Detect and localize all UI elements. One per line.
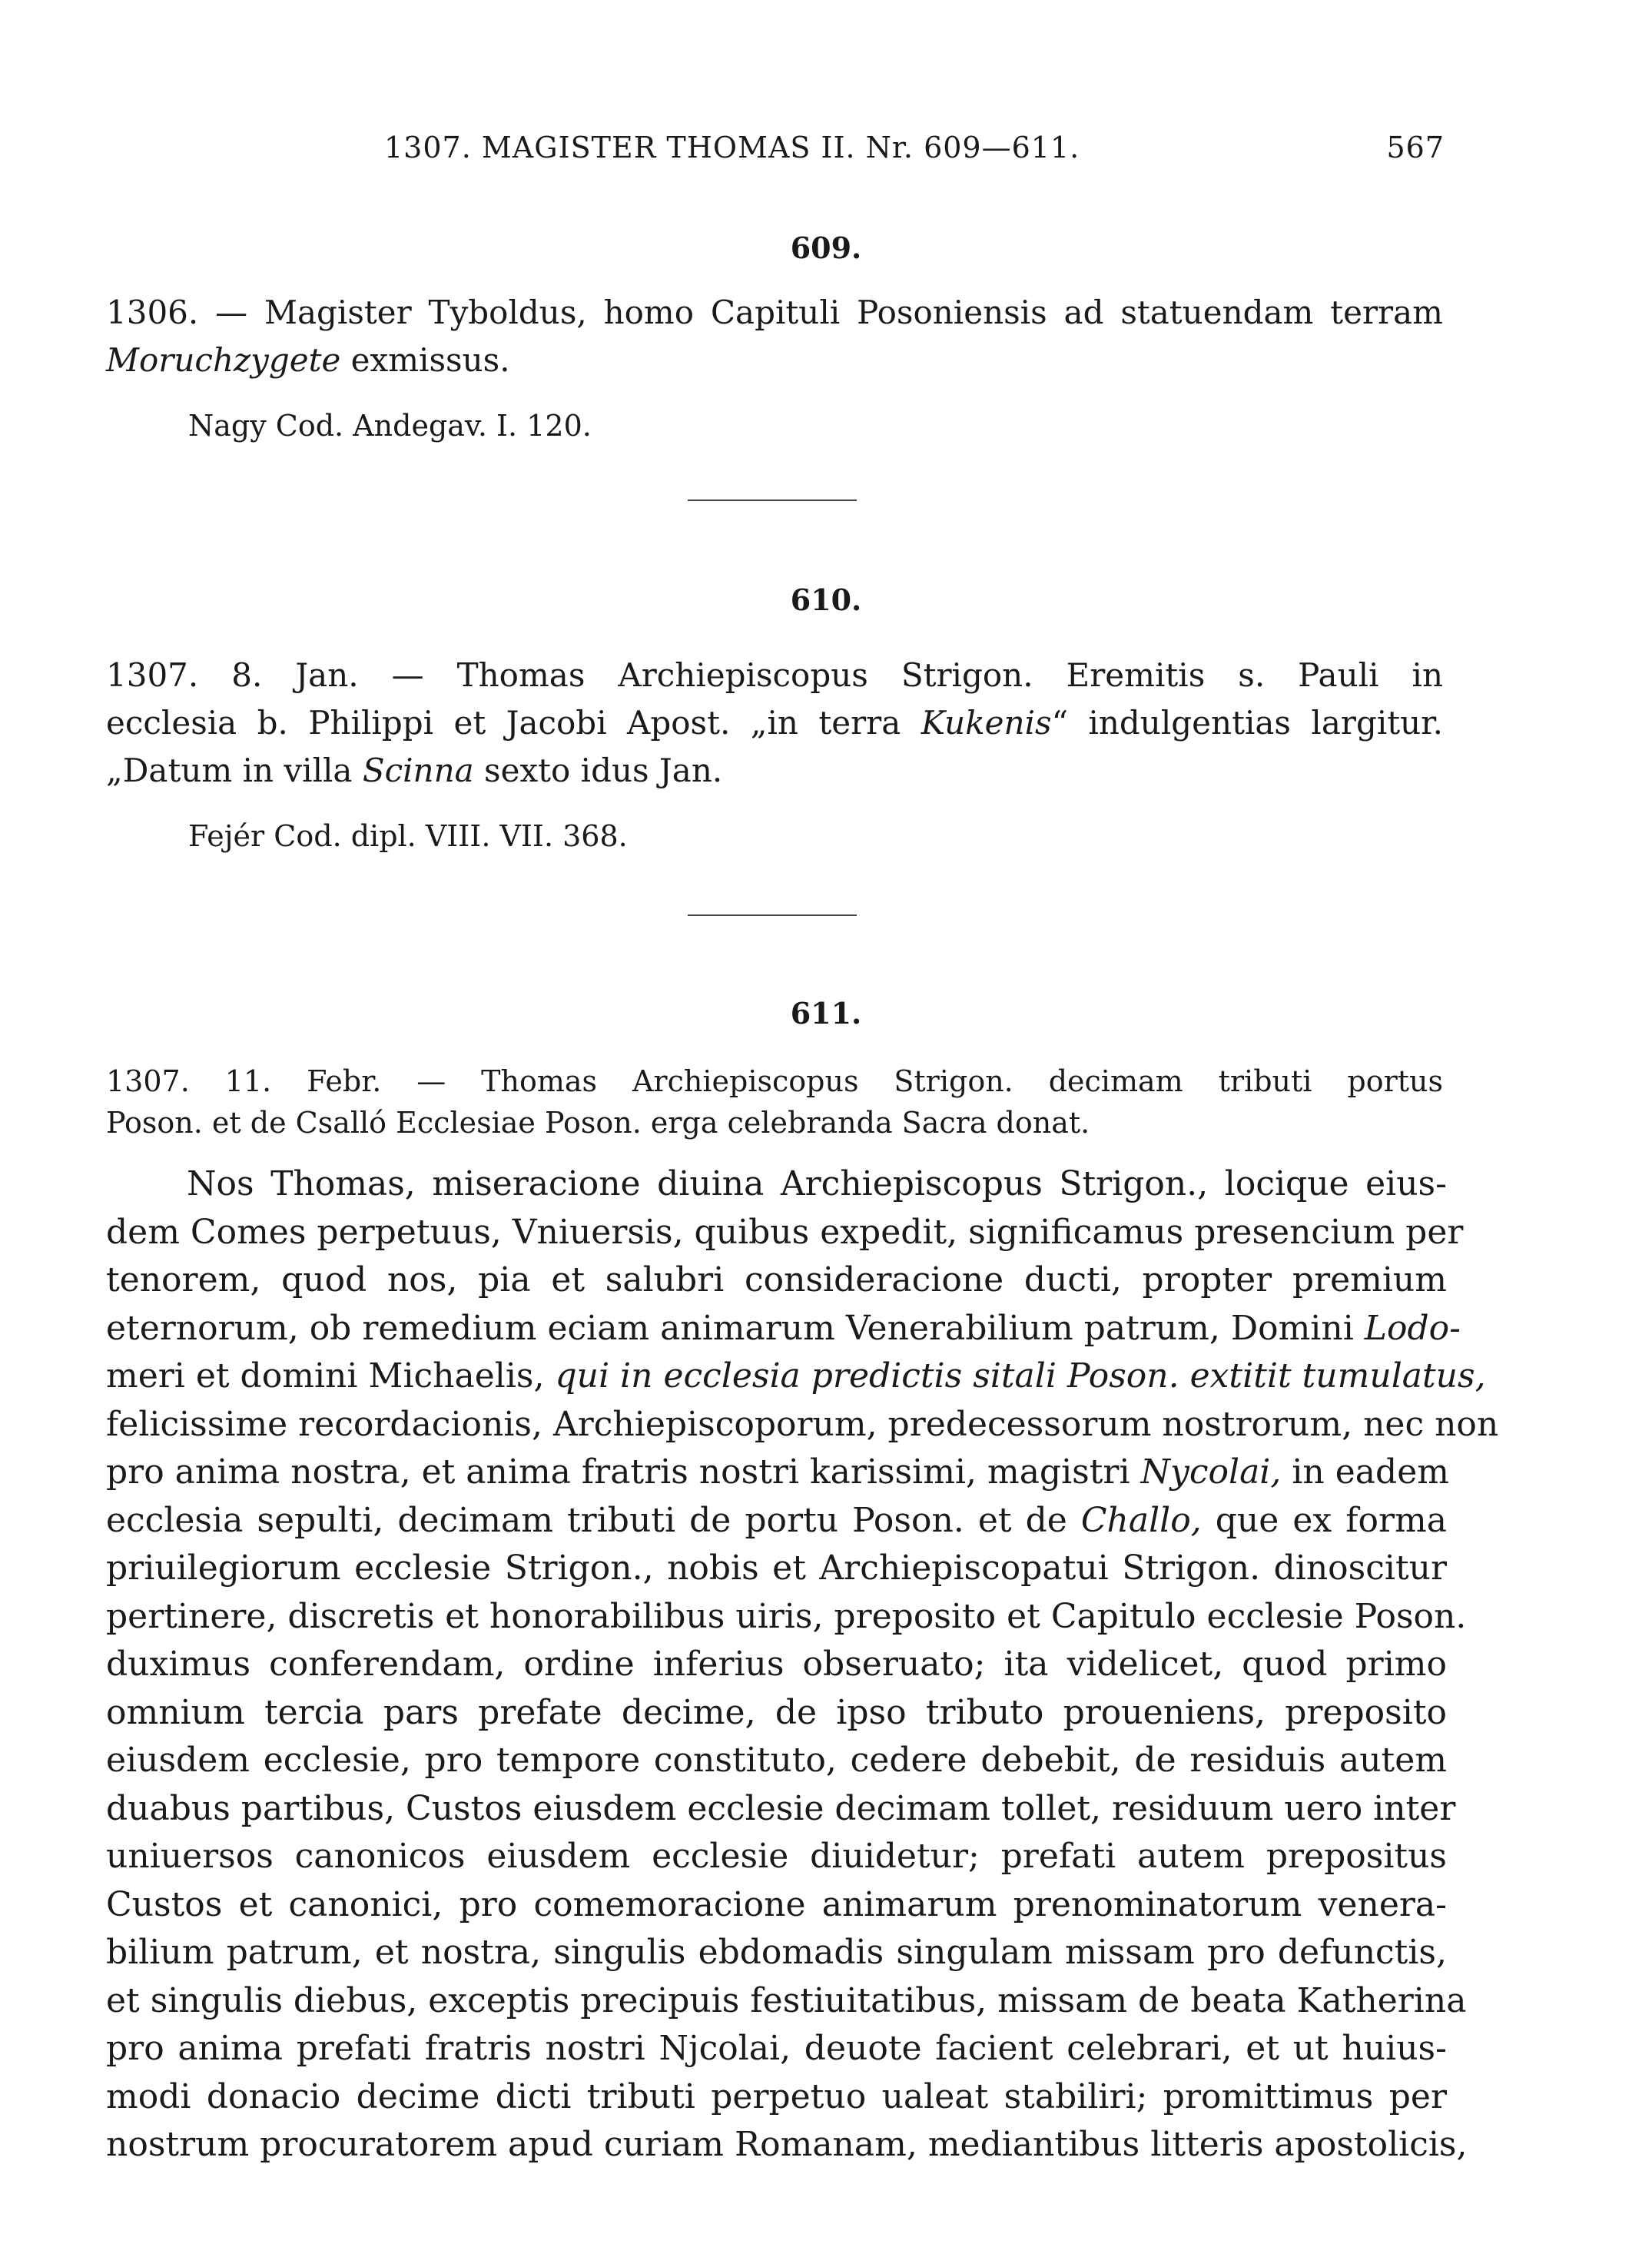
entry-609-regest (106, 289, 1443, 384)
charter-line: duximus conferendam, ordine inferius obseruato; ita videlicet, quod primo (106, 1645, 1447, 1684)
entry-611-regest-line2: Poson. et de Csalló Ecclesiae Poson. erga celebranda Sacra donat. (106, 1106, 1090, 1140)
entry-609-regest-place: Moruchzygete (106, 341, 341, 379)
charter-line: pro anima nostra, et anima fratris nostri karissimi, magistri Nycolai, in eadem (106, 1452, 1449, 1492)
charter-line: eiusdem ecclesie, pro tempore constituto, cedere debebit, de residuis autem (106, 1741, 1447, 1780)
charter-line: dem Comes perpetuus, Vniuersis, quibus expedit, significamus presencium per (106, 1212, 1464, 1252)
entry-610-line3-post: sexto idus Jan. (473, 752, 723, 789)
charter-line: et singulis diebus, exceptis precipuis festiuitatibus, missam de beata Katherina (106, 1980, 1467, 2020)
entry-610-line2-post: “ indulgentias largitur. (1051, 704, 1443, 742)
charter-line: nostrum procuratorem apud curiam Romanam, mediantibus litteris apostolicis, (106, 2125, 1468, 2164)
entry-610-line3-pre: „Datum in villa (106, 752, 363, 789)
section-divider (688, 914, 857, 916)
italic-name: Challo, (1080, 1500, 1202, 1540)
entry-610-regest-line1: 1307. 8. Jan. — Thomas Archiepiscopus Strigon. Eremitis s. Pauli in (106, 656, 1443, 694)
charter-line: Custos et canonici, pro comemoracione animarum prenominatorum venera- (106, 1884, 1447, 1924)
charter-line: Nos Thomas, miseracione diuina Archiepiscopus Strigon., locique eius- (187, 1164, 1447, 1203)
charter-line: priuilegiorum ecclesie Strigon., nobis et Archiepiscopatui Strigon. dinoscitur (106, 1548, 1447, 1588)
charter-line: ecclesia sepulti, decimam tributi de portu Poson. et de Challo, que ex forma (106, 1500, 1447, 1540)
page-number: 567 (1386, 131, 1445, 164)
running-head-title: 1307. MAGISTER THOMAS II. Nr. 609—611. (384, 131, 1080, 164)
charter-line: bilium patrum, et nostra, singulis ebdomadis singulam missam pro defunctis, (106, 1933, 1447, 1972)
charter-line: modi donacio decime dicti tributi perpetuo ualeat stabiliri; promittimus per (106, 2076, 1447, 2116)
entry-610-line2-pre: ecclesia b. Philippi et Jacobi Apost. „in terra (106, 704, 921, 742)
italic-name: qui in ecclesia predictis sitali Poson. extitit tumulatus, (555, 1356, 1486, 1396)
entry-611-regest-line1: 1307. 11. Febr. — Thomas Archiepiscopus Strigon. decimam tributi portus (106, 1064, 1443, 1098)
italic-name: Lodo- (1364, 1308, 1461, 1348)
entry-number-609: 609. (790, 231, 862, 265)
charter-line: uniuersos canonicos eiusdem ecclesie diuidetur; prefati autem prepositus (106, 1837, 1447, 1876)
entry-610-regest-line3 (106, 747, 1443, 795)
entry-610-regest (106, 652, 1443, 795)
entry-610-line2-place: Kukenis (921, 704, 1052, 742)
charter-text (106, 1160, 1499, 2169)
entry-609-regest-pre: 1306. — Magister Tyboldus, homo Capituli Posoniensis ad statuendam terram (106, 294, 1443, 331)
charter-line: tenorem, quod nos, pia et salubri consideracione ducti, propter premium (106, 1260, 1447, 1299)
entry-609-source: Nagy Cod. Andegav. I. 120. (188, 409, 592, 443)
entry-611-regest (106, 1060, 1443, 1143)
charter-line: pertinere, discretis et honorabilibus uiris, preposito et Capitulo ecclesie Poson. (106, 1596, 1467, 1636)
charter-line: felicissime recordacionis, Archiepiscoporum, predecessorum nostrorum, nec non (106, 1404, 1499, 1444)
charter-line: meri et domini Michaelis, qui in ecclesia predictis sitali Poson. extitit tumulatus, (106, 1356, 1486, 1396)
charter-line: duabus partibus, Custos eiusdem ecclesie decimam tollet, residuum uero inter (106, 1788, 1456, 1828)
entry-610-regest-line2 (106, 699, 1443, 747)
section-divider (688, 500, 857, 501)
entry-number-610: 610. (790, 583, 862, 617)
italic-name: Nycolai, (1140, 1452, 1282, 1492)
entry-number-611: 611. (790, 996, 862, 1031)
entry-610-line3-place: Scinna (362, 752, 474, 789)
entry-610-source: Fejér Cod. dipl. VIII. VII. 368. (188, 819, 628, 853)
charter-line: omnium tercia pars prefate decime, de ipso tributo proueniens, preposito (106, 1692, 1447, 1732)
charter-line: eternorum, ob remedium eciam animarum Venerabilium patrum, Domini Lodo- (106, 1308, 1461, 1348)
charter-line: pro anima prefati fratris nostri Njcolai, deuote facient celebrari, et ut huius- (106, 2029, 1447, 2068)
entry-609-regest-post: exmissus. (340, 341, 510, 379)
